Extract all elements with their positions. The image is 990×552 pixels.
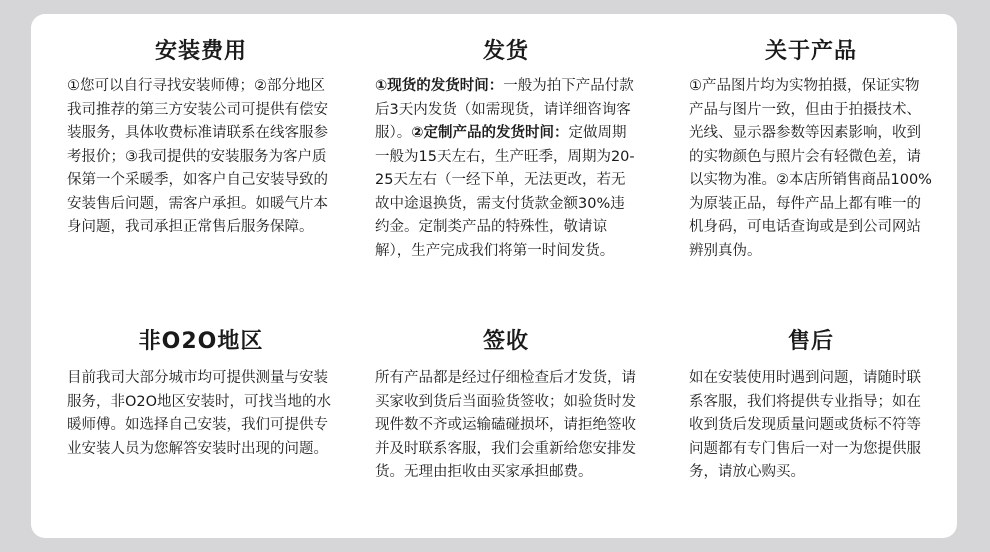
section-after-sales: [689, 326, 933, 485]
section-title: 关于产品: [764, 39, 857, 64]
info-card: [31, 14, 957, 538]
section-non-o2o-area: [67, 326, 335, 461]
section-title: 签收: [482, 329, 529, 354]
section-text: 所有产品都是经过仔细检查后才发货，请买家收到货后当面验货签收；如验货时发现件数不齐或运输磕碰损坏，请拒绝签收并及时联系客服，我们会重新给您安排发货。无理由拒收由买家承担邮费。: [375, 370, 636, 480]
section-text: ①您可以自行寻找安装师傅；②部分地区我司推荐的第三方安装公司可提供有偿安装服务，具体收费标准请联系在线客服参考报价；③我司提供的安装服务为客户质保第一个采暖季，如客户自己安装导致的安装售后问题，需客户承担。如暖气片本身问题，我司承担正常售后服务保障。: [67, 78, 328, 235]
custom-ship-time-label: ②定制产品的发货时间：: [411, 125, 569, 141]
section-shipping: [375, 36, 637, 263]
section-title: 非O2O地区: [138, 329, 264, 354]
section-title: 发货: [482, 39, 529, 64]
section-installation-fee: [67, 36, 335, 240]
section-text: [375, 75, 637, 263]
section-sign-for: [375, 326, 637, 485]
section-text: 目前我司大部分城市均可提供测量与安装服务，非O2O地区安装时，可找当地的水暖师傅。如选择自己安装，我们可提供专业安装人员为您解答安装时出现的问题。: [67, 370, 332, 457]
section-title: 售后: [787, 329, 834, 354]
spot-ship-time-text: 一般为拍下产品付款后3天内发货（如需现货，请详细咨询客服）。: [375, 78, 634, 141]
spot-ship-time-label: ①现货的发货时间：: [375, 78, 504, 94]
section-title: 安装费用: [154, 39, 247, 64]
section-text: 如在安装使用时遇到问题，请随时联系客服，我们将提供专业指导；如在收到货后发现质量问题或货标不符等问题都有专门售后一对一为您提供服务，请放心购买。: [689, 370, 921, 480]
section-about-product: [689, 36, 933, 263]
section-text: ①产品图片均为实物拍摄，保证实物产品与图片一致，但由于拍摄技术、光线、显示器参数等因素影响，收到的实物颜色与照片会有轻微色差，请以实物为准。②本店所销售商品100%为原装正品，每件产品上都有唯一的机身码，可电话查询或是到公司网站辨别真伪。: [689, 78, 932, 259]
custom-ship-time-text: 定做周期一般为15天左右，生产旺季，周期为20-25天左右（一经下单，无法更改，若无故中途退换货，需支付货款金额30%违约金。定制类产品的特殊性，敬请谅解），生产完成我们将第一时间发货。: [375, 125, 635, 259]
